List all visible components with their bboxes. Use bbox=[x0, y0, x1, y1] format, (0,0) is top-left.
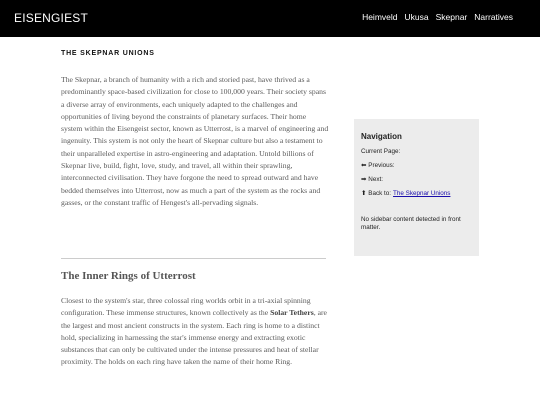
back-label: Back to: bbox=[368, 190, 392, 197]
back-row bbox=[361, 190, 472, 197]
arrow-right-icon: ➡ bbox=[361, 176, 367, 183]
section-divider bbox=[61, 258, 326, 259]
bold-term: Solar Tethers bbox=[270, 308, 314, 318]
section-heading: The Inner Rings of Utterrost bbox=[61, 270, 196, 282]
current-page-label: Current Page: bbox=[361, 148, 401, 155]
previous-row bbox=[361, 162, 472, 169]
paragraph-text: , are the largest and most ancient constructs in the system. Each ring is home to a distinct hold, specializing in harnessing the star's immense energy and extracting exotic substances that can only be cultivated under the intense pressures and heat of stellar proximity. The holds on each ring have taken the name of their home Ring. bbox=[61, 308, 327, 367]
nav-link-skepnar[interactable]: Skepnar bbox=[435, 12, 468, 22]
nav-link-narratives[interactable]: Narratives bbox=[474, 12, 513, 22]
top-navbar bbox=[0, 0, 540, 37]
sidebar-title: Navigation bbox=[361, 132, 402, 141]
section-label: THE SKEPNAR UNIONS bbox=[61, 50, 155, 57]
inner-rings-paragraph bbox=[61, 295, 329, 369]
next-row bbox=[361, 176, 472, 183]
paragraph-text: Closest to the system's star, three colossal ring worlds orbit in a tri-axial spinning configuration. These immense structures, known collectively as the bbox=[61, 296, 311, 318]
arrow-left-icon: ⬅ bbox=[361, 162, 367, 169]
site-brand[interactable]: EISENGIEST bbox=[14, 11, 89, 25]
arrow-up-icon: ⬆ bbox=[361, 190, 367, 197]
nav-link-ukusa[interactable]: Ukusa bbox=[404, 12, 429, 22]
sidebar-note: No sidebar content detected in front matter. bbox=[361, 216, 461, 231]
intro-paragraph: The Skepnar, a branch of humanity with a rich and storied past, have thrived as a predominantly space-based civilization for close to 100,000 years. Their society spans a diverse array of environments, each uniquely adapted to the challenges and opportunities of living beyond the constraints of planetary surfaces. Their home system within the Eisengeist sector, known as Utterrost, is a marvel of engineering and ingenuity. This system is not only the heart of Skepnar culture but also a testament to their unparalleled expertise in astro-engineering and adaptation. Untold billions of Skepnar live, build, fight, love, study, and travel, all within their sprawling, interconnected civilisation. They have forgone the need to spread outward and have bedded themselves into Utterrost, now as much a part of the system as the rocks and gasses, or the constant traffic of Hengest's all-pervading signals. bbox=[61, 75, 329, 207]
back-link[interactable]: The Skepnar Unions bbox=[393, 190, 451, 197]
navigation-sidebar bbox=[354, 119, 479, 256]
current-page-row bbox=[361, 148, 472, 155]
previous-label: Previous: bbox=[368, 162, 395, 169]
next-label: Next: bbox=[368, 176, 383, 183]
main-nav bbox=[362, 12, 513, 22]
nav-link-heimveld[interactable]: Heimveld bbox=[362, 12, 398, 22]
